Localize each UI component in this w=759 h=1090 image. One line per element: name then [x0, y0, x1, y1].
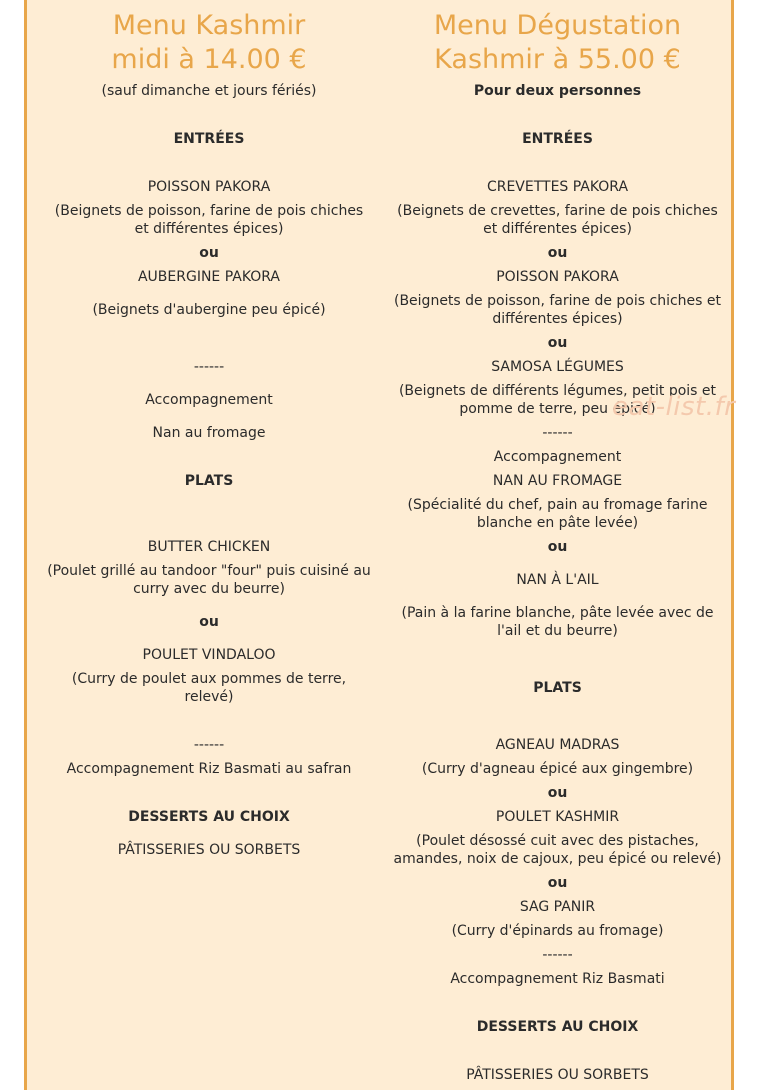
dash-separator: ------ — [542, 947, 573, 963]
accompaniment-label: Accompagnement Riz Basmati au safran — [66, 761, 352, 777]
dish-description: (Curry de poulet aux pommes de terre, — [71, 671, 347, 687]
dessert-item: PÂTISSERIES OU SORBETS — [117, 842, 301, 858]
accompaniment-label: Accompagnement — [145, 392, 273, 408]
dish-description: (Beignets de différents légumes, petit pois et — [398, 383, 717, 399]
dish-description: (Curry d'agneau épicé aux gingembre) — [421, 761, 694, 777]
separator-or: ou — [199, 614, 219, 630]
separator-or: ou — [547, 785, 568, 801]
accompaniment-label: Accompagnement Riz Basmati — [450, 971, 665, 987]
dish-name: SAG PANIR — [519, 899, 596, 915]
dish-description: et différentes épices) — [483, 221, 632, 237]
menu-title: Menu Kashmir — [112, 10, 306, 41]
separator-or: ou — [199, 245, 219, 261]
dish-name: BUTTER CHICKEN — [147, 539, 271, 555]
accompaniment-label: Accompagnement — [493, 449, 622, 465]
menu-condition: (sauf dimanche et jours fériés) — [101, 83, 317, 99]
dish-description: amandes, noix de cajoux, peu épicé ou relevé) — [393, 851, 722, 867]
section-heading-plats: PLATS — [533, 680, 582, 696]
dish-description: (Spécialité du chef, pain au fromage farine — [407, 497, 708, 513]
dish-description: (Pain à la farine blanche, pâte levée avec de — [401, 605, 714, 621]
watermark: eat-list.fr — [612, 392, 736, 422]
dish-name: POULET KASHMIR — [495, 809, 620, 825]
dish-description: (Beignets de poisson, farine de pois chiches et — [393, 293, 721, 309]
dish-description: curry avec du beurre) — [133, 581, 285, 597]
dish-name: SAMOSA LÉGUMES — [491, 359, 624, 375]
dash-separator: ------ — [193, 737, 225, 753]
dish-description: (Poulet grillé au tandoor "four" puis cuisiné au — [47, 563, 371, 579]
dish-name: POULET VINDALOO — [142, 647, 276, 663]
separator-or: ou — [547, 245, 568, 261]
dish-name: AUBERGINE PAKORA — [137, 269, 281, 285]
separator-or: ou — [547, 875, 568, 891]
dash-separator: ------ — [542, 425, 573, 441]
dish-description: (Curry d'épinards au fromage) — [451, 923, 664, 939]
section-heading-desserts: DESSERTS AU CHOIX — [476, 1019, 639, 1035]
dessert-item: PÂTISSERIES OU SORBETS — [466, 1067, 649, 1083]
dish-description: et différentes épices) — [134, 221, 284, 237]
dish-name: NAN À L'AIL — [516, 572, 599, 588]
section-heading-desserts: DESSERTS AU CHOIX — [128, 809, 290, 825]
dish-description: pomme de terre, peu épicé) — [459, 401, 656, 417]
dish-description: (Beignets de poisson, farine de pois chiches — [54, 203, 364, 219]
dish-name: POISSON PAKORA — [496, 269, 619, 285]
section-heading-entrees: ENTRÉES — [522, 131, 593, 147]
dish-name: POISSON PAKORA — [147, 179, 271, 195]
dish-name: AGNEAU MADRAS — [495, 737, 620, 753]
dash-separator: ------ — [193, 359, 225, 375]
menu-price: Kashmir à 55.00 € — [434, 44, 681, 75]
dish-description: (Beignets d'aubergine peu épicé) — [92, 302, 326, 318]
dish-description: relevé) — [184, 689, 234, 705]
menu-title: Menu Dégustation — [433, 10, 682, 41]
menu-price: midi à 14.00 € — [111, 44, 307, 75]
separator-or: ou — [547, 539, 568, 555]
dish-description: (Poulet désossé cuit avec des pistaches, — [416, 833, 699, 849]
section-heading-plats: PLATS — [184, 473, 234, 489]
dish-name: NAN AU FROMAGE — [492, 473, 623, 489]
dish-description: différentes épices) — [492, 311, 623, 327]
menu-condition: Pour deux personnes — [473, 83, 642, 99]
dish-name: CREVETTES PAKORA — [486, 179, 629, 195]
section-heading-entrees: ENTRÉES — [173, 131, 245, 147]
dish-description: blanche en pâte levée) — [476, 515, 639, 531]
accompaniment-item: Nan au fromage — [152, 425, 266, 441]
separator-or: ou — [547, 335, 568, 351]
dish-description: (Beignets de crevettes, farine de pois chiches — [397, 203, 718, 219]
dish-description: l'ail et du beurre) — [497, 623, 618, 639]
